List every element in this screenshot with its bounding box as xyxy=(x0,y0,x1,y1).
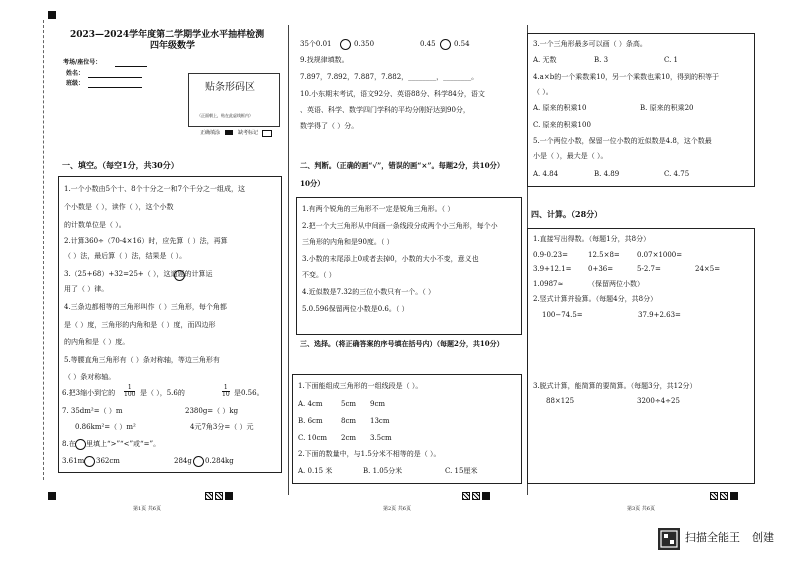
circle-blank[interactable] xyxy=(440,39,451,50)
option: 5cm xyxy=(341,400,357,408)
q-line: 1.直接写出得数。（每题1分，共8分） xyxy=(533,235,651,243)
option: 13cm xyxy=(370,417,390,425)
q-line: 0.284kg xyxy=(205,457,234,465)
option: A. 4.84 xyxy=(533,170,559,178)
field-underline xyxy=(88,77,142,78)
q-line: 数学得了（ ）分。 xyxy=(300,122,359,130)
q-line: 1.一个小数由5个十、8个十分之一和7个千分之一组成，这 xyxy=(64,185,246,193)
q-line: 三角形的内角和是90度。（ ） xyxy=(302,238,394,246)
q-line: 0.350 xyxy=(354,40,375,48)
calc-item: 0.9-0.23= xyxy=(533,251,568,259)
q-line: 3.（25+68）+32=25+（ ），这道题的计算运 xyxy=(64,270,213,278)
q-line: 7. 35dm²=（ ）m xyxy=(62,407,123,415)
q-line: 4.三条边都相等的三角形叫作（ ）三角形，每个角都 xyxy=(64,303,227,311)
q-line: 3.小数的末尾添上0或者去掉0，小数的大小不变，意义也 xyxy=(302,255,479,263)
field-seat: 考场/座位号： xyxy=(63,59,102,66)
page-footer: 第1页 共6页 xyxy=(133,506,161,512)
section-title-fill: 一、填空。（每空1分，共30分） xyxy=(62,160,179,170)
option: B. 4.89 xyxy=(594,170,620,178)
q-line: 4.近似数是7.32的三位小数只有一个。（ ） xyxy=(302,288,435,296)
q-line: 35个0.01 xyxy=(300,40,332,48)
absent-checkbox[interactable] xyxy=(262,130,272,137)
calc-item: 24×5= xyxy=(695,265,721,273)
option: A. 4cm xyxy=(298,400,323,408)
q-line: 4元7角3分=（ ）元 xyxy=(190,423,254,431)
circle-blank[interactable] xyxy=(174,270,185,281)
section-box-judge xyxy=(296,197,522,335)
option: A. 无数 xyxy=(533,56,557,64)
q-line: （ ）。 xyxy=(533,88,553,96)
calc-item: 0+36= xyxy=(588,265,614,273)
option: 9cm xyxy=(370,400,386,408)
option: 2cm xyxy=(341,434,357,442)
q-line: 用了（ ）律。 xyxy=(64,285,109,293)
option: C. 1 xyxy=(664,56,679,64)
watermark-brand: 扫描全能王 xyxy=(685,531,740,544)
q-line: 小是（ ），最大是（ ）。 xyxy=(533,152,608,160)
calc-item: 0.07×1000= xyxy=(637,251,683,259)
q-line: 4.a×b的一个乘数乘10，另一个乘数也乘10，得到的积等于 xyxy=(533,73,720,81)
option: B. 原来的积乘20 xyxy=(640,104,694,112)
q-line: 是（ ），5.6的 xyxy=(140,389,185,397)
option: B. 6cm xyxy=(298,417,323,425)
option: B. 1.05分米 xyxy=(363,467,403,475)
barcode-label: 贴条形码区 xyxy=(205,82,255,93)
q-line: 个小数是（ ），读作（ ），这个小数 xyxy=(64,203,174,211)
calc-item: 37.9+2.63= xyxy=(638,311,681,319)
calc-item: （保留两位小数） xyxy=(588,280,644,288)
q-line: 2.竖式计算并验算。（每题4分，共8分） xyxy=(533,295,658,303)
q-line: 是0.56。 xyxy=(234,389,264,397)
q-line: 362cm xyxy=(96,457,120,465)
footer-marks xyxy=(462,492,490,502)
q-line: 5.一个两位小数，保留一位小数的近似数是4.8，这个数最 xyxy=(533,137,712,145)
option: C. 原来的积乘100 xyxy=(533,121,591,129)
option: 3.5cm xyxy=(370,434,392,442)
q-line: 3.一个三角形最多可以画（ ）条高。 xyxy=(533,40,647,48)
option: C. 4.75 xyxy=(664,170,690,178)
q-line: 9.找规律填数。 xyxy=(300,56,349,64)
absent-label: 缺考标记 xyxy=(238,130,259,136)
q-line: 5.等腰直角三角形有（ ）条对称轴，等边三角形有 xyxy=(64,356,220,364)
q-line: 里填上“>”“<”或“=”。 xyxy=(86,440,161,448)
circle-blank[interactable] xyxy=(84,456,95,467)
circle-blank[interactable] xyxy=(340,39,351,50)
barcode-note: （正面朝上，贴在此虚线框内） xyxy=(197,113,253,118)
q-line: 不变。（ ） xyxy=(302,271,336,279)
scanner-logo-icon xyxy=(658,528,680,550)
option: A. 0.15 米 xyxy=(298,467,333,475)
calc-item: 1.0987≈ xyxy=(533,280,564,288)
page-footer: 第3页 共6页 xyxy=(627,506,655,512)
calc-item: 100−74.5= xyxy=(542,311,583,319)
calc-item: 3200÷4÷25 xyxy=(637,397,680,405)
q-line: 、英语、科学、数学四门学科的平均分刚好达到90分， xyxy=(300,106,470,114)
corner-mark xyxy=(48,11,56,19)
q-line: 284g xyxy=(174,457,192,465)
seal-line xyxy=(43,20,44,480)
option: B. 3 xyxy=(594,56,609,64)
footer-marks xyxy=(710,492,738,502)
option: C. 15厘米 xyxy=(445,467,478,475)
option: A. 原来的积乘10 xyxy=(533,104,587,112)
corner-mark xyxy=(48,492,56,500)
q-line: 1.下面能组成三角形的一组线段是（ ）。 xyxy=(298,382,423,390)
circle-blank xyxy=(75,439,86,450)
q-line: 3.61m xyxy=(62,457,85,465)
q-line: 2.下面的数量中，与1.5分米不相等的是（ ）。 xyxy=(298,450,441,458)
fraction: $\frac{1}{100}$ xyxy=(124,384,136,398)
q-line: 1.有两个锐角的三角形不一定是锐角三角形。（ ） xyxy=(302,205,455,213)
fraction: $\frac{1}{10}$ xyxy=(222,384,230,398)
section-title-judge-cont: 10分） xyxy=(300,179,325,188)
q-line: （ ）条对称轴。 xyxy=(64,373,116,381)
q-line: 8.在 xyxy=(62,440,76,448)
page-title: 2023—2024学年度第二学期学业水平抽样检测 xyxy=(70,30,265,40)
option: 8cm xyxy=(341,417,357,425)
footer-marks xyxy=(205,492,233,502)
watermark-action: 创建 xyxy=(752,531,774,544)
field-name: 姓名： xyxy=(66,70,85,77)
page-footer: 第2页 共6页 xyxy=(383,506,411,512)
q-line: 0.54 xyxy=(454,40,470,48)
field-class: 班级： xyxy=(66,80,85,87)
q-line: 0.45 xyxy=(420,40,436,48)
q-line: 的计数单位是（ ）。 xyxy=(64,221,126,229)
calc-item: 12.5×8= xyxy=(588,251,620,259)
q-line: 6.把3缩小到它的 xyxy=(62,389,116,397)
q-line: 3.脱式计算，能简算的要简算。（每题3分，共12分） xyxy=(533,382,697,390)
option: C. 10cm xyxy=(298,434,328,442)
q-line: 2.计算360÷（70-4×16）时，应先算（ ）法，再算 xyxy=(64,237,228,245)
q-line: 2380g=（ ）kg xyxy=(185,407,239,415)
q-line: 10.小东期末考试，语文92分、英语88分、科学84分，语文 xyxy=(300,90,485,98)
q-line: （ ）法，最后算（ ）法，结果是（ ）。 xyxy=(64,252,187,260)
section-title-judge: 二、判断。（正确的画“√”，错误的画“×”。每题2分，共10分） xyxy=(300,161,505,170)
q-line: 7.897，7.892，7.887，7.882，________，________。 xyxy=(300,73,479,81)
q-line: 2.把一个大三角形从中间画一条线段分成两个小三角形，每个小 xyxy=(302,222,498,230)
q-line: 的内角和是（ ）度。 xyxy=(64,338,130,346)
q-line: 0.86km²=（ ）m² xyxy=(75,423,136,431)
section-title-calc: 四、计算。（28分） xyxy=(531,209,603,219)
calc-item: 3.9+12.1= xyxy=(533,265,572,273)
page-subtitle: 四年级数学 xyxy=(150,41,196,51)
fill-correct-label: 正确填涂 xyxy=(200,130,221,136)
field-underline xyxy=(115,66,147,67)
q-line: 是（ ）度，三角形的内角和是（ ）度，而四边形 xyxy=(64,321,216,329)
calc-item: 5-2.7= xyxy=(637,265,661,273)
calc-item: 88×125 xyxy=(546,397,575,405)
q-line: 5.0.596保留两位小数是0.6。（ ） xyxy=(302,305,409,313)
field-underline xyxy=(88,87,142,88)
section-title-choice: 三、选择。（将正确答案的序号填在括号内）（每题2分，共10分） xyxy=(300,339,504,348)
circle-blank[interactable] xyxy=(193,456,204,467)
fill-correct-mark xyxy=(225,130,233,135)
column-divider xyxy=(288,25,289,495)
